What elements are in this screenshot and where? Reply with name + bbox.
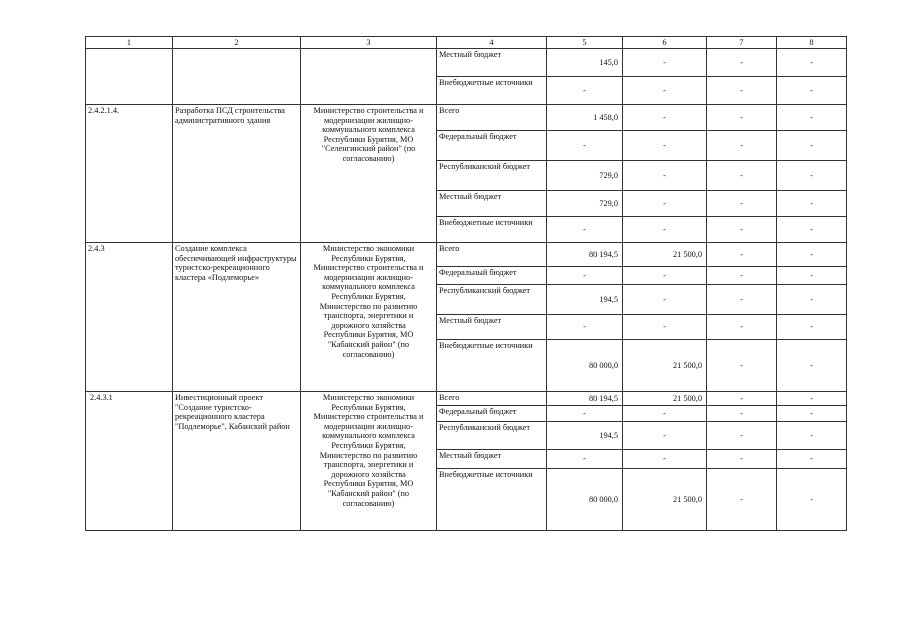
executor-line: Министерство экономики: [322, 244, 415, 253]
amount-col7: -: [707, 450, 777, 469]
amount-col5: 80 194,5: [547, 243, 623, 267]
item-name: Инвестиционный проект "Создание туристско-рекреационного кластера "Подлеморье", Кабанский район: [173, 392, 301, 531]
amount-col5: -: [547, 267, 623, 285]
executor-line: Министерство строительства и: [313, 263, 424, 273]
amount-col8: -: [777, 105, 847, 131]
amount-col8: -: [777, 49, 847, 77]
amount-col7: -: [707, 131, 777, 161]
amount-col5: -: [547, 131, 623, 161]
column-number-header: 4: [437, 37, 547, 49]
item-code: 2.4.3.1: [86, 392, 173, 531]
funding-source: Местный бюджет: [437, 315, 547, 340]
amount-col7: -: [707, 217, 777, 243]
funding-source: Федеральный бюджет: [437, 131, 547, 161]
funding-source: Республиканский бюджет: [437, 161, 547, 191]
amount-col6: -: [623, 105, 707, 131]
amount-col7: -: [707, 77, 777, 105]
item-name: Создание комплекса обеспечивающей инфраструктуры туристско-рекреационного кластера «Подлеморье»: [173, 243, 301, 392]
column-number-header: 5: [547, 37, 623, 49]
amount-col8: -: [777, 77, 847, 105]
executor-line: согласованию): [342, 153, 395, 163]
executor-line: Республики Бурятия,: [331, 402, 406, 412]
funding-source: Внебюджетные источники: [437, 217, 547, 243]
column-number-header-row: [86, 37, 847, 49]
amount-col8: -: [777, 217, 847, 243]
funding-source: Федеральный бюджет: [437, 406, 547, 422]
executor-line: Министерство строительства и: [313, 106, 424, 115]
amount-col6: -: [623, 267, 707, 285]
amount-col7: -: [707, 285, 777, 315]
amount-col5: 80 000,0: [547, 340, 623, 392]
executor-line: Министерство по развитию: [319, 301, 418, 311]
amount-col8: -: [777, 131, 847, 161]
amount-col6: -: [623, 450, 707, 469]
executor-line: согласованию): [342, 498, 395, 508]
amount-col8: -: [777, 392, 847, 406]
executor-line: Республики Бурятия,: [331, 440, 406, 450]
amount-col8: -: [777, 315, 847, 340]
item-code: [86, 49, 173, 105]
column-number-header: 7: [707, 37, 777, 49]
amount-col8: -: [777, 406, 847, 422]
table-row: [86, 243, 847, 267]
executor-line: Республики Бурятия,: [331, 253, 406, 263]
executor-cell: [301, 243, 437, 392]
item-name: [173, 49, 301, 105]
funding-source: Внебюджетные источники: [437, 340, 547, 392]
amount-col7: -: [707, 315, 777, 340]
amount-col7: -: [707, 161, 777, 191]
funding-source: Республиканский бюджет: [437, 422, 547, 450]
column-number-header: 3: [301, 37, 437, 49]
executor-line: модернизации жилищно-: [324, 421, 413, 431]
amount-col5: 80 194,5: [547, 392, 623, 406]
executor-line: Республики Бурятия, МО: [323, 479, 414, 489]
amount-col5: -: [547, 77, 623, 105]
amount-col6: -: [623, 315, 707, 340]
amount-col6: 21 500,0: [623, 340, 707, 392]
executor-line: "Кабанский район" (по: [327, 488, 410, 498]
budget-table: [85, 36, 847, 531]
amount-col6: -: [623, 161, 707, 191]
table-row: [86, 49, 847, 77]
funding-source: Всего: [437, 105, 547, 131]
funding-source: Всего: [437, 243, 547, 267]
funding-source: Местный бюджет: [437, 450, 547, 469]
amount-col6: 21 500,0: [623, 243, 707, 267]
executor-line: коммунального комплекса: [322, 431, 415, 441]
amount-col8: -: [777, 285, 847, 315]
amount-col7: -: [707, 469, 777, 531]
amount-col6: -: [623, 406, 707, 422]
amount-col8: -: [777, 243, 847, 267]
executor-cell: [301, 392, 437, 531]
amount-col8: -: [777, 161, 847, 191]
executor-line: согласованию): [342, 349, 395, 359]
item-code: 2.4.2.1.4.: [86, 105, 173, 243]
funding-source: Федеральный бюджет: [437, 267, 547, 285]
item-name: Разработка ПСД строительства административного здания: [173, 105, 301, 243]
funding-source: Местный бюджет: [437, 49, 547, 77]
amount-col7: -: [707, 422, 777, 450]
executor-cell: [301, 49, 437, 105]
executor-line: коммунального комплекса: [322, 282, 415, 292]
executor-cell: [301, 105, 437, 243]
amount-col6: -: [623, 191, 707, 217]
amount-col5: 145,0: [547, 49, 623, 77]
funding-source: Всего: [437, 392, 547, 406]
executor-line: коммунального комплекса: [322, 125, 415, 135]
amount-col5: 729,0: [547, 191, 623, 217]
executor-line: дорожного хозяйства: [331, 469, 406, 479]
executor-line: "Селенгинский район" (по: [321, 144, 416, 154]
table-row: [86, 105, 847, 131]
funding-source: Местный бюджет: [437, 191, 547, 217]
amount-col8: -: [777, 469, 847, 531]
item-code: 2.4.3: [86, 243, 173, 392]
amount-col6: -: [623, 49, 707, 77]
executor-line: модернизации жилищно-: [324, 272, 413, 282]
amount-col5: 194,5: [547, 285, 623, 315]
amount-col7: -: [707, 49, 777, 77]
executor-line: дорожного хозяйства: [331, 320, 406, 330]
executor-line: Республики Бурятия,: [331, 291, 406, 301]
executor-line: Республики Бурятия, МО: [323, 330, 414, 340]
amount-col7: -: [707, 406, 777, 422]
executor-line: "Кабанский район" (по: [327, 339, 410, 349]
column-number-header: 2: [173, 37, 301, 49]
amount-col5: 729,0: [547, 161, 623, 191]
executor-line: модернизации жилищно-: [324, 115, 413, 125]
amount-col7: -: [707, 340, 777, 392]
executor-line: Министерство строительства и: [313, 412, 424, 422]
amount-col7: -: [707, 267, 777, 285]
amount-col7: -: [707, 105, 777, 131]
amount-col8: -: [777, 191, 847, 217]
amount-col8: -: [777, 340, 847, 392]
amount-col8: -: [777, 422, 847, 450]
amount-col8: -: [777, 267, 847, 285]
amount-col6: 21 500,0: [623, 469, 707, 531]
amount-col7: -: [707, 243, 777, 267]
amount-col5: 1 458,0: [547, 105, 623, 131]
executor-line: Министерство экономики: [322, 393, 415, 402]
amount-col6: -: [623, 217, 707, 243]
amount-col7: -: [707, 191, 777, 217]
executor-line: Республики Бурятия, МО: [323, 134, 414, 144]
amount-col5: 80 000,0: [547, 469, 623, 531]
amount-col6: -: [623, 131, 707, 161]
executor-line: Министерство по развитию: [319, 450, 418, 460]
amount-col5: -: [547, 450, 623, 469]
amount-col8: -: [777, 450, 847, 469]
table-row: [86, 392, 847, 406]
amount-col5: -: [547, 406, 623, 422]
column-number-header: 6: [623, 37, 707, 49]
amount-col7: -: [707, 392, 777, 406]
amount-col6: -: [623, 77, 707, 105]
amount-col5: -: [547, 315, 623, 340]
column-number-header: 1: [86, 37, 173, 49]
amount-col6: 21 500,0: [623, 392, 707, 406]
amount-col5: 194,5: [547, 422, 623, 450]
executor-line: транспорта, энергетики и: [323, 311, 414, 321]
amount-col6: -: [623, 422, 707, 450]
amount-col6: -: [623, 285, 707, 315]
funding-source: Внебюджетные источники: [437, 469, 547, 531]
executor-line: транспорта, энергетики и: [323, 460, 414, 470]
funding-source: Республиканский бюджет: [437, 285, 547, 315]
amount-col5: -: [547, 217, 623, 243]
funding-source: Внебюджетные источники: [437, 77, 547, 105]
column-number-header: 8: [777, 37, 847, 49]
